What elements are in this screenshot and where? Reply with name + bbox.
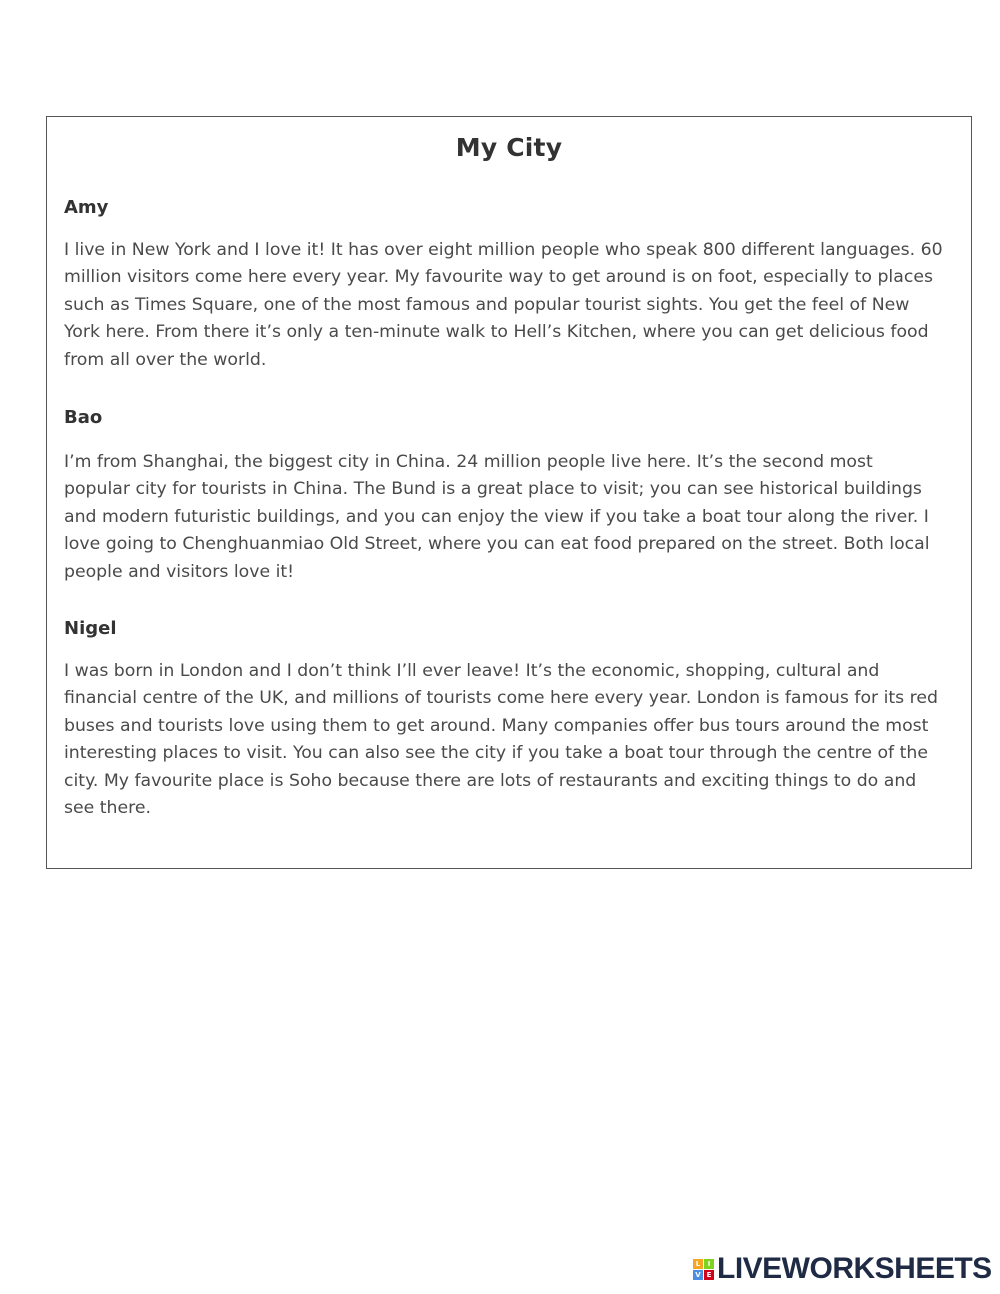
section-text-bao: I’m from Shanghai, the biggest city in China. 24 million people live here. It’s the second most popular city for tourists in China. The Bund is a great place to visit; you can see historical buildings and modern futuristic buildings, and you can enjoy the view if you take a boat tour along the river. I love going to Chenghuanmiao Old Street, where you can eat food prepared on the street. Both local people and visitors love it!	[64, 452, 930, 582]
section-text-amy: I live in New York and I love it! It has over eight million people who speak 800 different languages. 60 million visitors come here every year. My favourite way to get around is on foot, especially to places such as Times Square, one of the most famous and popular tourist sights. You get the feel of New York here. From there it’s only a ten-minute walk to Hell’s Kitchen, where you can get delicious food from all over the world.	[64, 240, 943, 370]
worksheet-title: My City	[455, 133, 563, 162]
section-name-bao: Bao	[64, 407, 103, 428]
logo-icon-letter-i: I	[704, 1259, 714, 1269]
logo-icon-letter-l: L	[693, 1259, 703, 1269]
liveworksheets-logo-text: LIVEWORKSHEETS	[717, 1252, 992, 1285]
liveworksheets-logo	[693, 1254, 992, 1284]
reading-text-box	[46, 116, 972, 869]
section-name-amy: Amy	[64, 197, 109, 218]
logo-icon-letter-e: E	[704, 1270, 714, 1280]
logo-icon-letter-v: V	[693, 1270, 703, 1280]
liveworksheets-logo-icon	[693, 1259, 714, 1280]
section-name-nigel: Nigel	[64, 618, 117, 639]
section-text-nigel: I was born in London and I don’t think I’ll ever leave! It’s the economic, shopping, cultural and financial centre of the UK, and millions of tourists come here every year. London is famous for its red buses and tourists love using them to get around. Many companies offer bus tours around the most interesting places to visit. You can also see the city if you take a boat tour through the centre of the city. My favourite place is Soho because there are lots of restaurants and exciting things to do and see there.	[64, 661, 939, 819]
